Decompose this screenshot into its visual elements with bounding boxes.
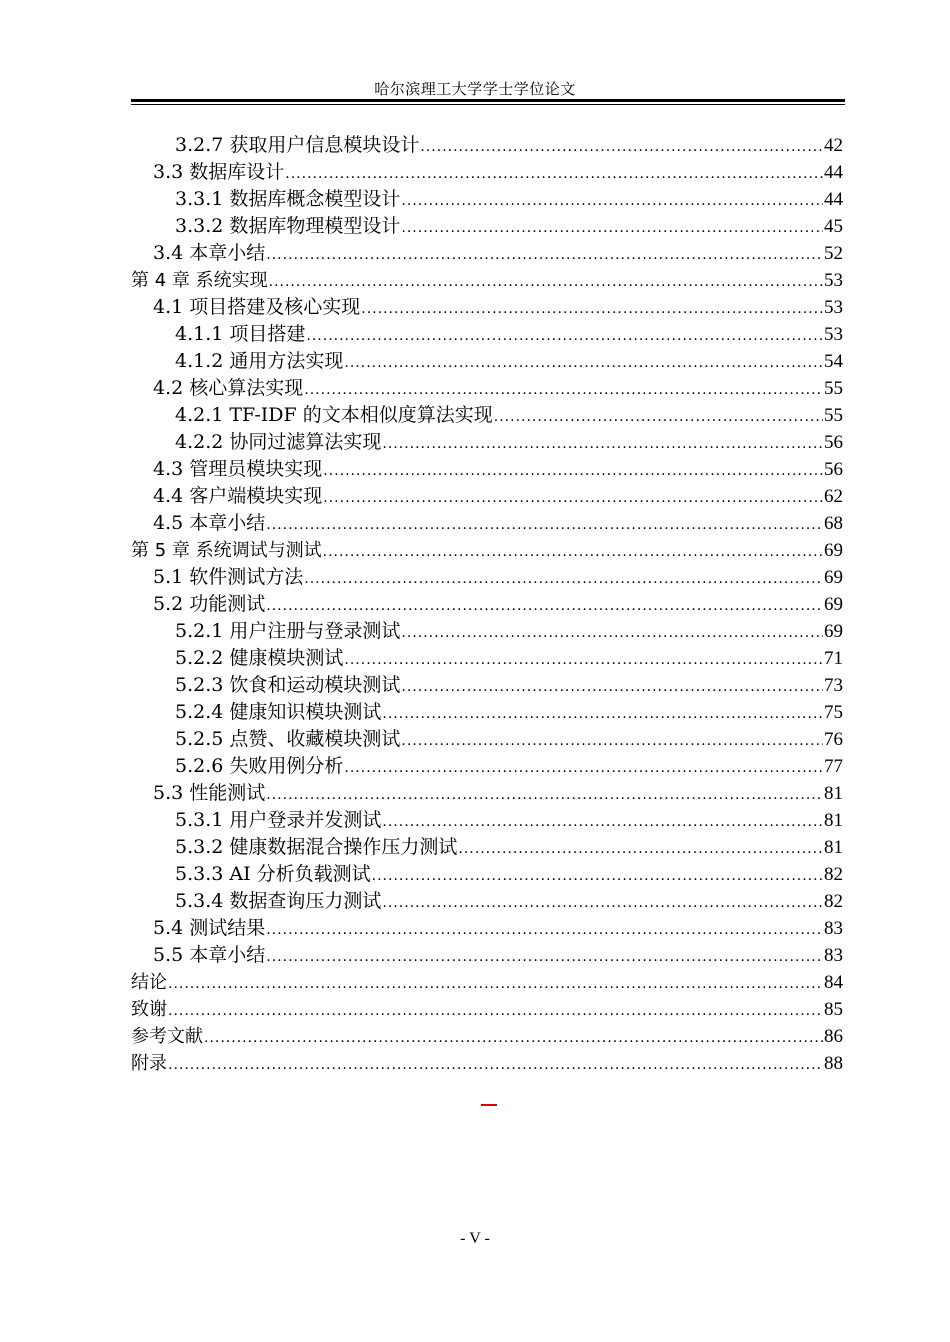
toc-leader-dots: [266, 242, 823, 269]
toc-entry-page: 69: [824, 540, 843, 561]
toc-entry-page: 68: [824, 513, 843, 534]
toc-entry[interactable]: [131, 132, 843, 159]
toc-entry-title: 4.4 客户端模块实现: [153, 485, 323, 507]
toc-entry-page: 62: [824, 486, 843, 507]
toc-leader-dots: [266, 512, 823, 539]
toc-entry[interactable]: [131, 645, 843, 672]
toc-leader-dots: [168, 1052, 823, 1079]
toc-entry-title: 4.1.1 项目搭建: [175, 323, 306, 345]
toc-leader-dots: [401, 620, 823, 647]
toc-entry[interactable]: [131, 753, 843, 780]
toc-entry-title: 3.3.2 数据库物理模型设计: [175, 215, 401, 237]
toc-entry-page: 42: [824, 135, 843, 156]
toc-entry-page: 83: [824, 945, 843, 966]
toc-entry[interactable]: [131, 267, 843, 294]
toc-leader-dots: [266, 944, 823, 971]
toc-entry-page: 82: [824, 864, 843, 885]
toc-entry[interactable]: [131, 510, 843, 537]
toc-entry[interactable]: [131, 726, 843, 753]
toc-entry-page: 55: [824, 405, 843, 426]
toc-entry[interactable]: [131, 699, 843, 726]
toc-entry-title: 5.1 软件测试方法: [153, 566, 304, 588]
toc-entry-title: 5.2.4 健康知识模块测试: [175, 701, 382, 723]
toc-leader-dots: [382, 701, 823, 728]
toc-leader-dots: [266, 593, 823, 620]
toc-entry[interactable]: [131, 159, 843, 186]
red-dash-mark: [481, 1104, 497, 1106]
toc-leader-dots: [323, 458, 823, 485]
toc-entry-title: 5.2.5 点赞、收藏模块测试: [175, 728, 401, 750]
toc-entry-title: 3.3 数据库设计: [153, 161, 285, 183]
toc-entry-page: 44: [824, 162, 843, 183]
toc-entry[interactable]: [131, 321, 843, 348]
toc-leader-dots: [204, 1025, 823, 1052]
toc-entry-title: 4.5 本章小结: [153, 512, 266, 534]
toc-leader-dots: [344, 350, 823, 377]
toc-leader-dots: [401, 674, 823, 701]
toc-entry[interactable]: [131, 780, 843, 807]
toc-entry-title: 5.3.3 AI 分析负载测试: [175, 863, 371, 885]
toc-entry-title: 4.3 管理员模块实现: [153, 458, 323, 480]
toc-entry-page: 69: [824, 567, 843, 588]
toc-entry[interactable]: [131, 402, 843, 429]
toc-leader-dots: [382, 809, 823, 836]
toc-entry-page: 44: [824, 189, 843, 210]
toc-entry[interactable]: [131, 186, 843, 213]
toc-entry-title: 3.3.1 数据库概念模型设计: [175, 188, 401, 210]
toc-entry-title: 4.2 核心算法实现: [153, 377, 304, 399]
toc-entry[interactable]: [131, 888, 843, 915]
toc-entry-title: 附录: [131, 1053, 167, 1074]
toc-entry-title: 5.4 测试结果: [153, 917, 266, 939]
toc-entry-page: 81: [824, 810, 843, 831]
toc-entry-page: 86: [824, 1026, 843, 1047]
toc-entry-page: 53: [824, 324, 843, 345]
toc-leader-dots: [420, 134, 823, 161]
toc-leader-dots: [494, 404, 823, 431]
toc-entry-page: 55: [824, 378, 843, 399]
toc-entry-title: 5.2.2 健康模块测试: [175, 647, 344, 669]
toc-leader-dots: [323, 539, 823, 566]
toc-entry-title: 致谢: [131, 999, 167, 1020]
toc-entry[interactable]: [131, 483, 843, 510]
toc-entry[interactable]: [131, 834, 843, 861]
toc-entry-page: 84: [824, 972, 843, 993]
toc-leader-dots: [361, 296, 823, 323]
toc-entry-page: 53: [824, 297, 843, 318]
toc-entry[interactable]: [131, 564, 843, 591]
toc-entry-title: 5.3.4 数据查询压力测试: [175, 890, 382, 912]
toc-entry[interactable]: [131, 240, 843, 267]
toc-leader-dots: [304, 377, 823, 404]
toc-leader-dots: [382, 890, 823, 917]
toc-entry-page: 77: [824, 756, 843, 777]
toc-entry-title: 5.2.3 饮食和运动模块测试: [175, 674, 401, 696]
toc-leader-dots: [168, 971, 823, 998]
toc-entry[interactable]: [131, 456, 843, 483]
toc-entry-page: 56: [824, 459, 843, 480]
toc-leader-dots: [306, 323, 823, 350]
toc-entry-title: 4.2.1 TF-IDF 的文本相似度算法实现: [175, 404, 493, 426]
toc-entry-page: 71: [824, 648, 843, 669]
toc-entry-title: 4.1.2 通用方法实现: [175, 350, 344, 372]
toc-entry[interactable]: [131, 969, 843, 996]
toc-leader-dots: [323, 485, 823, 512]
toc-entry[interactable]: [131, 672, 843, 699]
toc-entry-page: 56: [824, 432, 843, 453]
toc-entry-title: 第 4 章 系统实现: [131, 270, 268, 291]
toc-entry-title: 5.3.2 健康数据混合操作压力测试: [175, 836, 458, 858]
toc-entry-page: 54: [824, 351, 843, 372]
toc-entry-page: 82: [824, 891, 843, 912]
toc-leader-dots: [401, 188, 823, 215]
toc-entry-page: 88: [824, 1053, 843, 1074]
toc-entry-title: 5.2.1 用户注册与登录测试: [175, 620, 401, 642]
toc-entry[interactable]: [131, 996, 843, 1023]
toc-entry[interactable]: [131, 348, 843, 375]
toc-entry-title: 3.2.7 获取用户信息模块设计: [175, 134, 420, 156]
toc-entry-page: 73: [824, 675, 843, 696]
toc-entry[interactable]: [131, 1023, 843, 1050]
toc-entry[interactable]: [131, 1050, 843, 1077]
toc-leader-dots: [304, 566, 823, 593]
toc-leader-dots: [382, 431, 823, 458]
toc-entry-page: 53: [824, 270, 843, 291]
toc-leader-dots: [344, 647, 823, 674]
toc-leader-dots: [344, 755, 823, 782]
header-rule-thick: [131, 99, 845, 102]
toc-entry[interactable]: [131, 213, 843, 240]
toc-leader-dots: [372, 863, 823, 890]
toc-leader-dots: [266, 782, 823, 809]
toc-leader-dots: [401, 728, 823, 755]
toc-entry[interactable]: [131, 942, 843, 969]
toc-leader-dots: [458, 836, 823, 863]
toc-entry-title: 3.4 本章小结: [153, 242, 266, 264]
toc-entry-page: 69: [824, 594, 843, 615]
toc-entry-title: 参考文献: [131, 1026, 203, 1047]
toc-leader-dots: [269, 269, 823, 296]
toc-leader-dots: [401, 215, 823, 242]
toc-entry-page: 52: [824, 243, 843, 264]
toc-entry-title: 第 5 章 系统调试与测试: [131, 540, 322, 561]
toc-entry[interactable]: [131, 429, 843, 456]
footer-page-number: - V -: [460, 1230, 490, 1247]
toc-entry[interactable]: [131, 375, 843, 402]
toc-leader-dots: [266, 917, 823, 944]
toc-entry-page: 75: [824, 702, 843, 723]
toc-leader-dots: [285, 161, 823, 188]
toc-entry-page: 85: [824, 999, 843, 1020]
toc-entry-title: 5.2.6 失败用例分析: [175, 755, 344, 777]
toc-entry[interactable]: [131, 861, 843, 888]
toc-entry-title: 4.1 项目搭建及核心实现: [153, 296, 361, 318]
header-rule-thin: [131, 104, 845, 105]
table-of-contents: [131, 132, 843, 1077]
toc-leader-dots: [168, 998, 823, 1025]
toc-entry[interactable]: [131, 807, 843, 834]
toc-entry-page: 81: [824, 837, 843, 858]
toc-entry-page: 76: [824, 729, 843, 750]
toc-entry-page: 83: [824, 918, 843, 939]
toc-entry-page: 45: [824, 216, 843, 237]
toc-entry-title: 结论: [131, 972, 167, 993]
toc-entry-title: 5.3 性能测试: [153, 782, 266, 804]
toc-entry-page: 81: [824, 783, 843, 804]
toc-entry[interactable]: [131, 591, 843, 618]
toc-entry-title: 5.2 功能测试: [153, 593, 266, 615]
toc-entry-title: 5.5 本章小结: [153, 944, 266, 966]
toc-entry[interactable]: [131, 915, 843, 942]
page-header-title: 哈尔滨理工大学学士学位论文: [374, 80, 576, 98]
toc-entry-page: 69: [824, 621, 843, 642]
toc-entry[interactable]: [131, 294, 843, 321]
toc-entry-title: 4.2.2 协同过滤算法实现: [175, 431, 382, 453]
toc-entry-title: 5.3.1 用户登录并发测试: [175, 809, 382, 831]
toc-entry[interactable]: [131, 537, 843, 564]
toc-entry[interactable]: [131, 618, 843, 645]
